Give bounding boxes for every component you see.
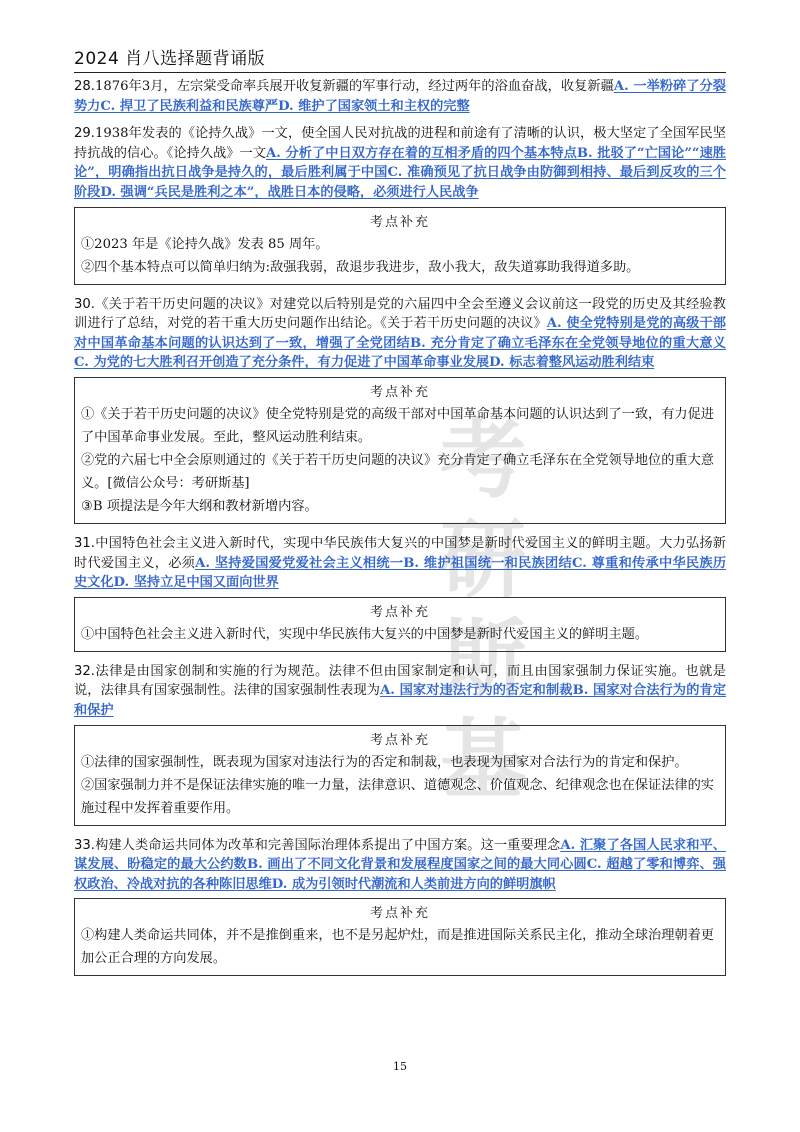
watermark-char: 考 (440, 409, 526, 510)
question-answer: A. 使全党特别是党的高级干部对中国革命基本问题的认识达到了一致，增强了全党团结B. 充分肯定了确立毛泽东在全党领导地位的重大意义C. 为党的七大胜利召开创造了充分条件，有力促进了中国革命事业发展D. 标志着整风运动胜利结束 (74, 316, 726, 371)
question-answer: A. 国家对违法行为的否定和制裁B. 国家对合法行为的肯定和保护 (74, 683, 727, 718)
supplement-box (74, 207, 726, 285)
supplement-box (74, 377, 726, 524)
question-answer: A. 分析了中日双方存在着的互相矛盾的四个基本特点B. 批驳了“亡国论”“速胜论”，明确指出抗日战争是持久的，最后胜利属于中国C. 准确预见了抗日战争由防御到相持、最后到反攻的三个阶段D. 强调“兵民是胜利之本”，战胜日本的侵略，必须进行人民战争 (74, 145, 726, 200)
watermark-char: 基 (440, 709, 526, 810)
page-number: 15 (393, 1060, 407, 1073)
supplement-point: ①法律的国家强制性，既表现为国家对违法行为的否定和制裁，也表现为国家对合法行为的肯定和保护。 (81, 754, 688, 770)
page-header: 2024 肖八选择题背诵版 (74, 44, 726, 73)
supplement-title: 考点补充 (369, 604, 430, 620)
question-number: 30. (74, 296, 95, 312)
question-stem: 1938年发表的《论持久战》一文，使全国人民对抗战的进程和前途有了清晰的认识，极大坚定了全国军民坚持抗战的信心。《论持久战》一文 (74, 126, 726, 161)
supplement-point: ①中国特色社会主义进入新时代，实现中华民族伟大复兴的中国梦是新时代爱国主义的鲜明主题。 (81, 626, 649, 642)
question-stem: 1876年3月，左宗棠受命率兵展开收复新疆的军事行动，经过两年的浴血奋战，收复新疆 (94, 79, 614, 94)
question-number: 33. (74, 837, 95, 853)
question-33 (74, 836, 726, 895)
supplement-point: ②四个基本特点可以简单归纳为:敌强我弱，敌退步我进步，敌小我大，敌失道寡助我得道多助。 (81, 259, 640, 275)
supplement-point: ②党的六届七中全会原则通过的《关于若干历史问题的决议》充分肯定了确立毛泽东在全党领导地位的重大意义。[微信公众号：考研斯基] (81, 452, 714, 491)
document-page (74, 44, 726, 976)
question-stem: 中国特色社会主义进入新时代，实现中华民族伟大复兴的中国梦是新时代爱国主义的鲜明主题。大力弘扬新时代爱国主义，必须 (74, 535, 726, 571)
supplement-point: ①2023 年是《论持久战》发表 85 周年。 (81, 236, 329, 252)
question-answer: A. 汇聚了各国人民求和平、谋发展、盼稳定的最大公约数B. 画出了不同文化背景和发展程度国家之间的最大同心圆C. 超越了零和博弈、强权政治、冷战对抗的各种陈旧思维D. 成为引领时代潮流和人类前进方向的鲜明旗帜 (74, 837, 726, 892)
question-number: 28. (74, 79, 95, 94)
question-stem: 法律是由国家创制和实施的行为规范。法律不但由国家制定和认可，而且由国家强制力保证实施。也就是说，法律具有国家强制性。法律的国家强制性表现为 (74, 663, 726, 699)
supplement-title: 考点补充 (369, 732, 430, 748)
question-number: 31. (74, 535, 95, 551)
question-32 (74, 662, 726, 721)
supplement-point: ③B 项提法是今年大纲和教材新增内容。 (81, 498, 318, 514)
supplement-box (74, 898, 726, 976)
question-answer: A. 一举粉碎了分裂势力C. 捍卫了民族利益和民族尊严D. 维护了国家领土和主权的完整 (74, 79, 726, 114)
watermark-char: 斯 (440, 609, 526, 710)
question-30 (74, 295, 726, 373)
question-number: 32. (74, 663, 95, 679)
question-stem: 《关于若干历史问题的决议》对建党以后特别是党的六届四中全会至遵义会议前这一段党的历史及其经验教训进行了总结，对党的若干重大历史问题作出结论。《关于若干历史问题的决议》 (74, 296, 726, 332)
question-answer: A. 坚持爱国爱党爱社会主义相统一B. 维护祖国统一和民族团结C. 尊重和传承中华民族历史文化D. 坚持立足中国又面向世界 (74, 555, 727, 591)
question-28 (74, 77, 726, 116)
watermark-char: 研 (440, 509, 526, 610)
supplement-point: ①构建人类命运共同体，并不是推倒重来，也不是另起炉灶，而是推进国际关系民主化，推动全球治理朝着更加公正合理的方向发展。 (81, 928, 714, 967)
question-stem: 构建人类命运共同体为改革和完善国际治理体系提出了中国方案。这一重要理念 (94, 837, 561, 853)
question-number: 29. (74, 126, 95, 142)
question-29 (74, 124, 726, 202)
supplement-box (74, 597, 726, 652)
supplement-box (74, 725, 726, 826)
supplement-title: 考点补充 (369, 384, 430, 400)
supplement-title: 考点补充 (369, 214, 430, 230)
supplement-point: ②国家强制力并不是保证法律实施的唯一力量，法律意识、道德观念、价值观念、纪律观念也在保证法律的实施过程中发挥着重要作用。 (81, 777, 714, 816)
question-31 (74, 534, 726, 593)
supplement-title: 考点补充 (369, 906, 430, 922)
supplement-point: ①《关于若干历史问题的决议》使全党特别是党的高级干部对中国革命基本问题的认识达到了一致，有力促进了中国革命事业发展。至此，整风运动胜利结束。 (81, 406, 714, 445)
